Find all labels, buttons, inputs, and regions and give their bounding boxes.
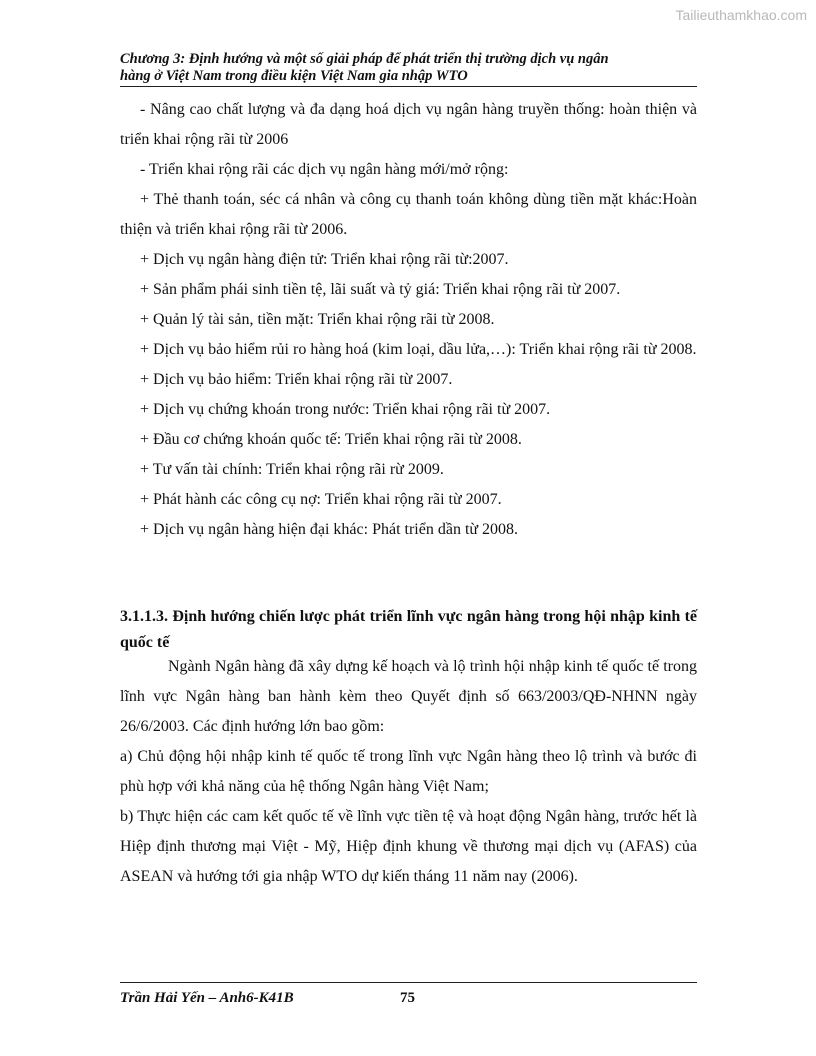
paragraph: Ngành Ngân hàng đã xây dựng kế hoạch và lộ trình hội nhập kinh tế quốc tế trong lĩnh vực Ngân hàng ban hành kèm theo Quyết định số 663/2003/QĐ-NHNN ngày 26/6/2003. Các định hướng lớn bao gồm: (120, 658, 697, 735)
list-item: + Dịch vụ ngân hàng điện tử: Triển khai rộng rãi từ:2007. (140, 251, 509, 268)
footer-divider (120, 982, 697, 983)
list-item: + Dịch vụ ngân hàng hiện đại khác: Phát triển dần từ 2008. (140, 521, 519, 538)
list-item: + Dịch vụ bảo hiểm rủi ro hàng hoá (kim loại, dầu lửa,…): Triển khai rộng rãi từ 2008. (140, 341, 697, 358)
list-item: - Triển khai rộng rãi các dịch vụ ngân hàng mới/mở rộng: (140, 161, 509, 178)
page-number: 75 (400, 990, 415, 1006)
list-item: + Phát hành các công cụ nợ: Triển khai rộng rãi từ 2007. (140, 491, 502, 508)
paragraph-block (120, 652, 697, 892)
section-title: 3.1.1.3. Định hướng chiến lược phát triển lĩnh vực ngân hàng trong hội nhập kinh tế quốc tế (120, 608, 697, 651)
watermark: Tailieuthamkhao.com (675, 7, 807, 23)
list-item: + Đầu cơ chứng khoán quốc tế: Triển khai rộng rãi từ 2008. (140, 431, 522, 448)
list-item: - Nâng cao chất lượng và đa dạng hoá dịch vụ ngân hàng truyền thống: hoàn thiện và triển khai rộng rãi từ 2006 (120, 101, 697, 148)
header-divider (120, 86, 697, 87)
paragraph: a) Chủ động hội nhập kinh tế quốc tế trong lĩnh vực Ngân hàng theo lộ trình và bước đi phù hợp với khả năng của hệ thống Ngân hàng Việt Nam; (120, 748, 697, 795)
header-line-1: Chương 3: Định hướng và một số giải pháp để phát triển thị trường dịch vụ ngân (120, 51, 609, 67)
list-item: + Sản phẩm phái sinh tiền tệ, lãi suất và tỷ giá: Triển khai rộng rãi từ 2007. (140, 281, 621, 298)
list-item: + Thẻ thanh toán, séc cá nhân và công cụ thanh toán không dùng tiền mặt khác:Hoàn thiện và triển khai rộng rãi từ 2006. (120, 191, 697, 238)
list-item: + Tư vấn tài chính: Triển khai rộng rãi rừ 2009. (140, 461, 444, 478)
page-header (120, 51, 697, 85)
list-item: + Dịch vụ bảo hiểm: Triển khai rộng rãi từ 2007. (140, 371, 453, 388)
list-item: + Dịch vụ chứng khoán trong nước: Triển khai rộng rãi từ 2007. (140, 401, 551, 418)
list-item: + Quản lý tài sản, tiền mặt: Triển khai rộng rãi từ 2008. (140, 311, 495, 328)
footer-author: Trần Hải Yến – Anh6-K41B (120, 990, 294, 1006)
header-line-2: hàng ở Việt Nam trong điều kiện Việt Nam gia nhập WTO (120, 68, 468, 84)
list-block (120, 95, 697, 545)
paragraph: b) Thực hiện các cam kết quốc tế về lĩnh vực tiền tệ và hoạt động Ngân hàng, trước hết là Hiệp định thương mại Việt - Mỹ, Hiệp định khung về thương mại dịch vụ (AFAS) của ASEAN và hướng tới gia nhập WTO dự kiến tháng 11 năm nay (2006). (120, 808, 697, 885)
